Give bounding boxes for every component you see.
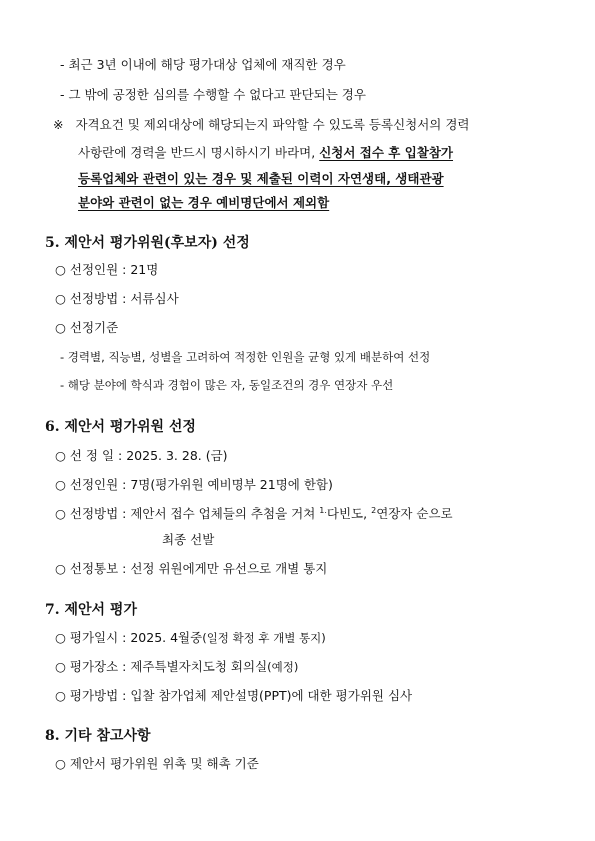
note-line-2 [78,145,453,161]
s7-method: ○ 평가방법 : 입찰 참가업체 제안설명(PPT)에 대한 평가위원 심사 [55,688,413,703]
s6-sup-2: 2 [371,506,377,515]
s5-headcount: ○ 선정인원 : 21명 [55,262,159,277]
s6-sup-1: 1. [319,506,327,515]
s5-criteria: ○ 선정기준 [55,320,119,335]
s7-place-text: ○ 평가장소 : 제주특별자치도청 회의실 [55,659,268,674]
s7-date-text: ○ 평가일시 : 2025. 4월중 [55,630,203,645]
s5-criteria-2: - 해당 분야에 학식과 경험이 많은 자, 동일조건의 경우 연장자 우선 [60,378,394,392]
note-mark: ※ [53,117,64,132]
section-8-title: 8. 기타 참고사항 [45,728,151,744]
note-emphasis-3: 분야와 관련이 없는 경우 예비명단에서 제외함 [78,195,330,210]
s6-method-frequency: 다빈도, [326,506,372,521]
s6-method-final: 최종 선발 [162,532,215,547]
s6-method-seniority: 연장자 순으로 [376,506,453,521]
note-text-2: 사항란에 경력을 반드시 명시하시기 바라며, [78,145,320,160]
section-5-title: 5. 제안서 평가위원(후보자) 선정 [45,235,250,251]
s7-place-note: (예정) [267,660,299,674]
s7-date [55,630,326,646]
s6-date: ○ 선 정 일 : 2025. 3. 28. (금) [55,448,228,463]
note-emphasis-2: 등록업체와 관련이 있는 경우 및 제출된 이력이 자연생태, 생태관광 [78,171,444,186]
s5-method: ○ 선정방법 : 서류심사 [55,291,179,306]
note-emphasis-1: 신청서 접수 후 입찰참가 [319,145,454,160]
s7-place [55,659,298,675]
s6-method-text: ○ 선정방법 : 제안서 접수 업체들의 추첨을 거쳐 [55,506,320,521]
s6-notice: ○ 선정통보 : 선정 위원에게만 유선으로 개별 통지 [55,561,328,576]
s6-headcount: ○ 선정인원 : 7명(평가위원 예비명부 21명에 한함) [55,477,333,492]
note-text-1: 자격요건 및 제외대상에 해당되는지 파악할 수 있도록 등록신청서의 경력 [75,117,470,132]
exclusion-item-recent-employment: - 최근 3년 이내에 해당 평가대상 업체에 재직한 경우 [60,57,346,72]
section-6-title: 6. 제안서 평가위원 선정 [45,419,196,435]
s8-item: ○ 제안서 평가위원 위촉 및 해촉 기준 [55,756,259,771]
exclusion-item-unfair-review: - 그 밖에 공정한 심의를 수행할 수 없다고 판단되는 경우 [60,87,366,102]
s7-date-note: (일정 확정 후 개별 통지) [202,631,326,645]
s5-criteria-1: - 경력별, 직능별, 성별을 고려하여 적정한 인원을 균형 있게 배분하여 선정 [60,350,431,364]
note-line-1 [53,117,470,133]
section-7-title: 7. 제안서 평가 [45,602,137,618]
s6-method [55,506,453,522]
